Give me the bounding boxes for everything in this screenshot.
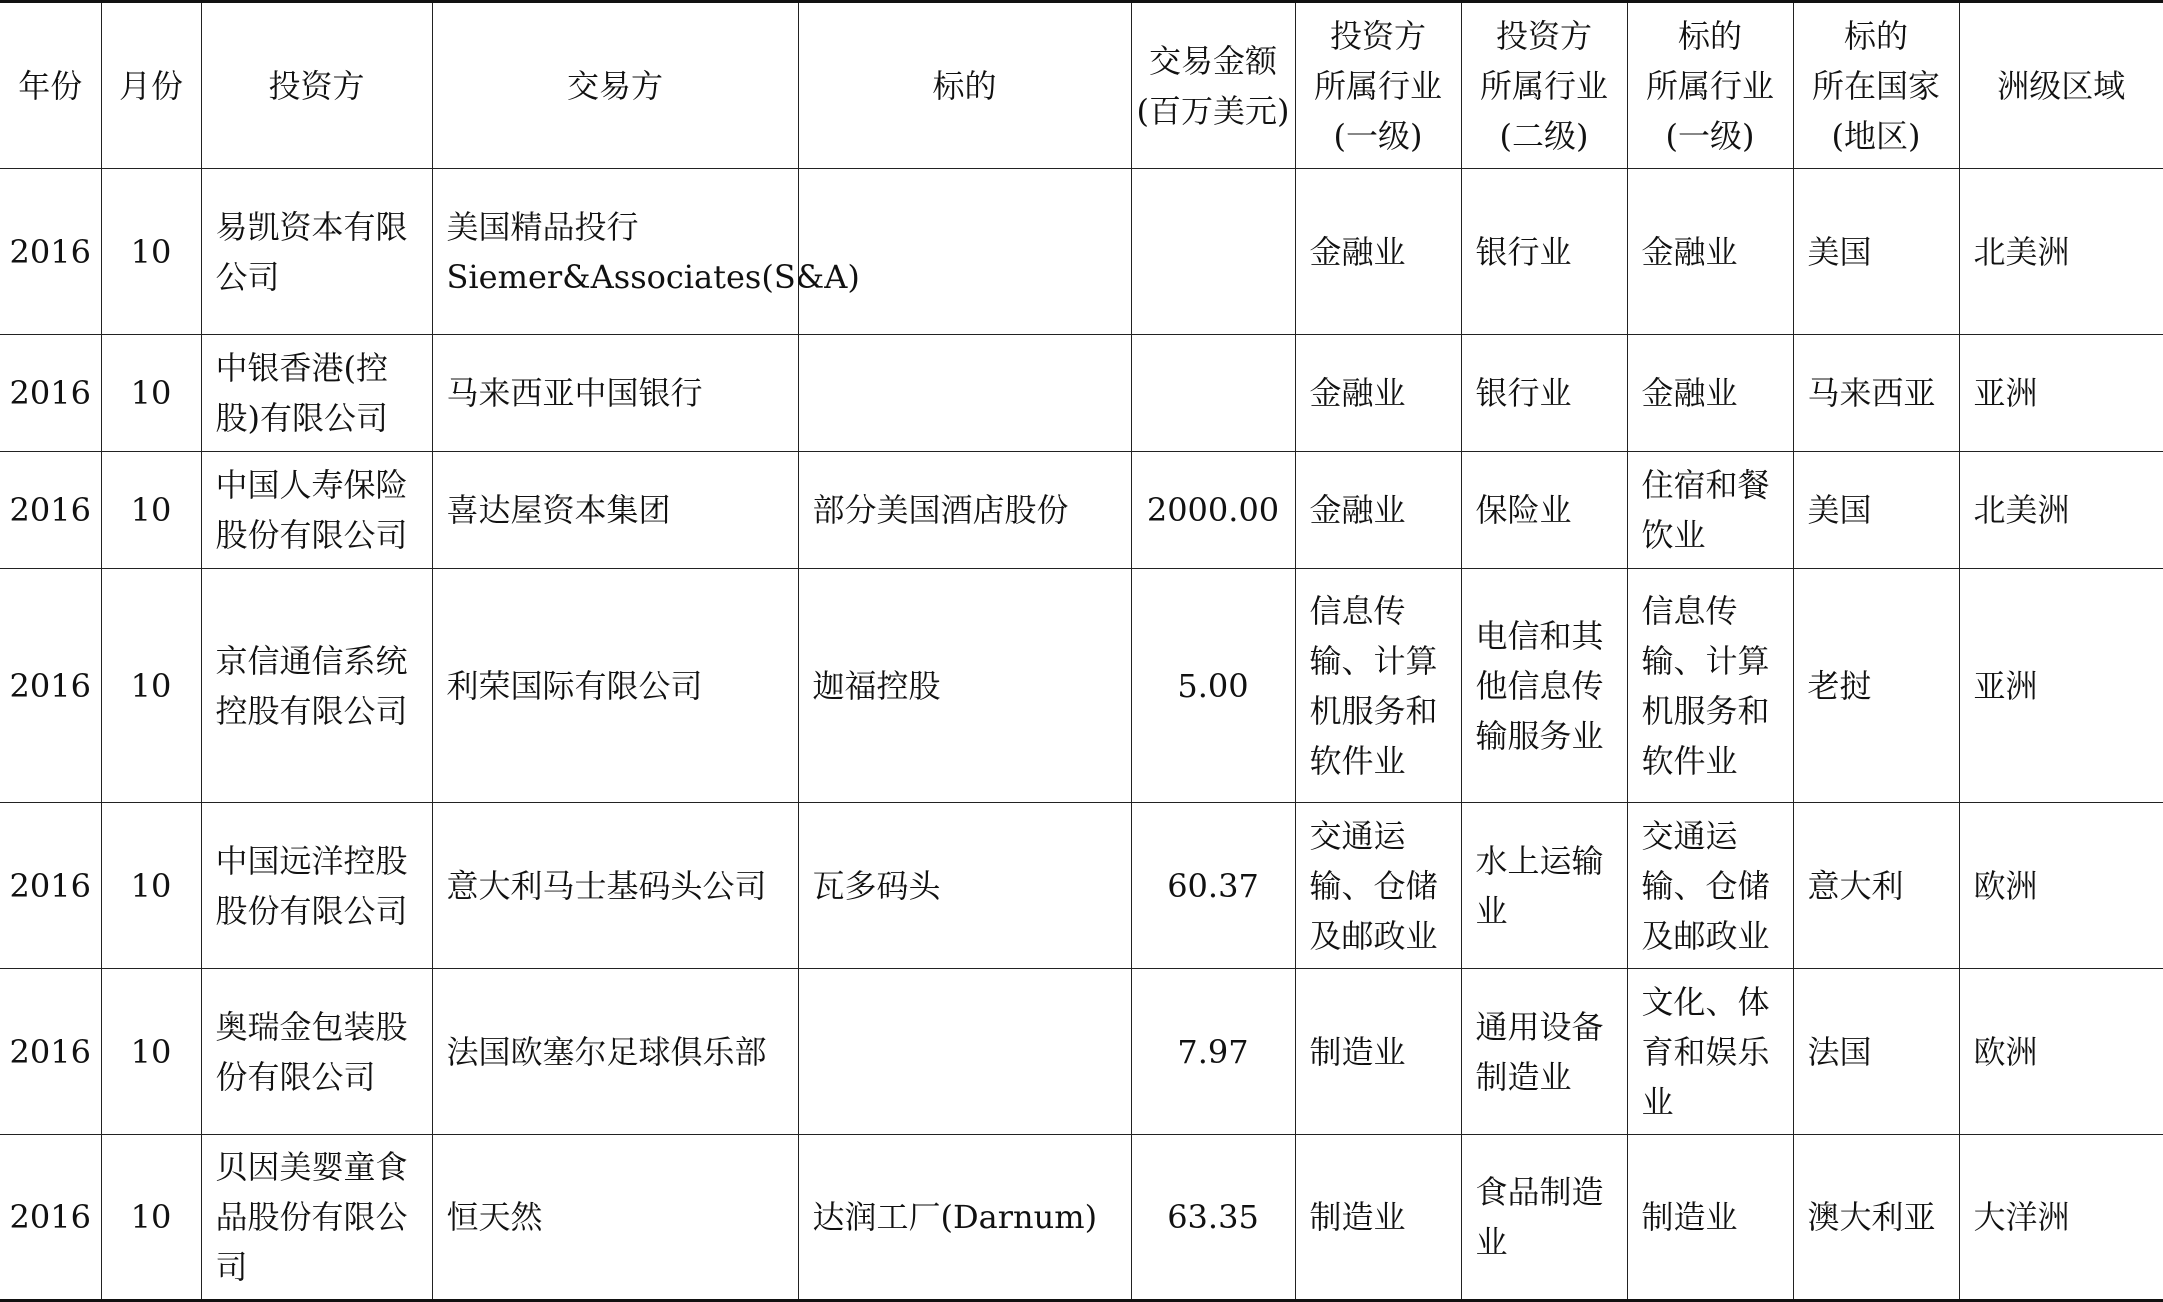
column-header-line: 标的 [1677, 16, 1742, 55]
cell-counterparty: 喜达屋资本集团 [432, 452, 798, 569]
table-row [0, 1135, 2163, 1301]
cell-year: 2016 [0, 569, 101, 803]
cell-region: 北美洲 [1959, 452, 2163, 569]
cell-target-country: 美国 [1793, 452, 1959, 569]
cell-target: 迦福控股 [798, 569, 1131, 803]
cell-investor: 奥瑞金包装股份有限公司 [201, 969, 432, 1135]
cell-counterparty: 意大利马士基码头公司 [432, 803, 798, 969]
cell-target: 部分美国酒店股份 [798, 452, 1131, 569]
table-body [0, 169, 2163, 1301]
cell-investor: 易凯资本有限公司 [201, 169, 432, 335]
column-header-line: 投资方 [268, 66, 365, 105]
cell-investor-industry-l1: 制造业 [1295, 969, 1461, 1135]
cell-target-country: 法国 [1793, 969, 1959, 1135]
cell-year: 2016 [0, 969, 101, 1135]
column-header-investor-industry-l1 [1295, 2, 1461, 169]
table-row [0, 335, 2163, 452]
cell-target-country: 澳大利亚 [1793, 1135, 1959, 1301]
column-header-line: 所属行业 [1479, 66, 1608, 105]
cell-target [798, 169, 1131, 335]
column-header-year [0, 2, 101, 169]
cell-year: 2016 [0, 335, 101, 452]
cell-amount: 2000.00 [1131, 452, 1295, 569]
column-header-month [101, 2, 201, 169]
table-header-row [0, 2, 2163, 169]
cell-investor-industry-l2: 银行业 [1461, 169, 1627, 335]
cell-amount [1131, 335, 1295, 452]
cell-month: 10 [101, 335, 201, 452]
cell-amount [1131, 169, 1295, 335]
cell-target-country: 美国 [1793, 169, 1959, 335]
cell-investor-industry-l1: 交通运输、仓储及邮政业 [1295, 803, 1461, 969]
cell-investor-industry-l1: 金融业 [1295, 169, 1461, 335]
cell-investor-industry-l2: 通用设备制造业 [1461, 969, 1627, 1135]
cell-target: 瓦多码头 [798, 803, 1131, 969]
cell-amount: 60.37 [1131, 803, 1295, 969]
cell-year: 2016 [0, 1135, 101, 1301]
column-header-line: 交易方 [566, 66, 663, 105]
cell-target-industry-l1: 金融业 [1627, 169, 1793, 335]
cell-target-country: 意大利 [1793, 803, 1959, 969]
cell-month: 10 [101, 169, 201, 335]
cell-year: 2016 [0, 803, 101, 969]
cell-region: 大洋洲 [1959, 1135, 2163, 1301]
table-row [0, 969, 2163, 1135]
cell-investor: 京信通信系统控股有限公司 [201, 569, 432, 803]
cell-counterparty: 恒天然 [432, 1135, 798, 1301]
cell-region: 北美洲 [1959, 169, 2163, 335]
cell-target-industry-l1: 文化、体育和娱乐业 [1627, 969, 1793, 1135]
column-header-target-industry-l1 [1627, 2, 1793, 169]
column-header-line: 所在国家 [1811, 66, 1940, 105]
column-header-amount [1131, 2, 1295, 169]
column-header-target [798, 2, 1131, 169]
cell-target-industry-l1: 信息传输、计算机服务和软件业 [1627, 569, 1793, 803]
column-header-line: 所属行业 [1313, 66, 1442, 105]
cell-month: 10 [101, 452, 201, 569]
column-header-line: (二级) [1499, 116, 1589, 155]
cell-target [798, 335, 1131, 452]
cell-investor: 中银香港(控股)有限公司 [201, 335, 432, 452]
column-header-line: (百万美元) [1136, 91, 1290, 130]
cell-target-industry-l1: 制造业 [1627, 1135, 1793, 1301]
cell-target: 达润工厂(Darnum) [798, 1135, 1131, 1301]
cell-counterparty: 美国精品投行Siemer&Associates(S&A) [432, 169, 798, 335]
cell-region: 亚洲 [1959, 335, 2163, 452]
cell-investor-industry-l1: 信息传输、计算机服务和软件业 [1295, 569, 1461, 803]
cell-region: 欧洲 [1959, 969, 2163, 1135]
cell-target-country: 马来西亚 [1793, 335, 1959, 452]
column-header-investor-industry-l2 [1461, 2, 1627, 169]
cell-month: 10 [101, 569, 201, 803]
column-header-line: 交易金额 [1148, 41, 1277, 80]
cell-region: 欧洲 [1959, 803, 2163, 969]
cell-target-industry-l1: 住宿和餐饮业 [1627, 452, 1793, 569]
cell-investor-industry-l2: 电信和其他信息传输服务业 [1461, 569, 1627, 803]
column-header-counterparty [432, 2, 798, 169]
column-header-line: 投资方 [1329, 16, 1426, 55]
cell-year: 2016 [0, 169, 101, 335]
cell-amount: 5.00 [1131, 569, 1295, 803]
cell-amount: 7.97 [1131, 969, 1295, 1135]
column-header-target-country [1793, 2, 1959, 169]
cell-investor: 中国远洋控股股份有限公司 [201, 803, 432, 969]
cell-region: 亚洲 [1959, 569, 2163, 803]
cell-investor: 贝因美婴童食品股份有限公司 [201, 1135, 432, 1301]
cell-investor-industry-l1: 金融业 [1295, 335, 1461, 452]
cell-counterparty: 法国欧塞尔足球俱乐部 [432, 969, 798, 1135]
cell-month: 10 [101, 803, 201, 969]
column-header-line: 标的 [932, 66, 997, 105]
table-row [0, 803, 2163, 969]
cell-investor-industry-l1: 制造业 [1295, 1135, 1461, 1301]
column-header-line: (地区) [1831, 116, 1921, 155]
table-row [0, 569, 2163, 803]
column-header-line: 标的 [1843, 16, 1908, 55]
cell-investor: 中国人寿保险股份有限公司 [201, 452, 432, 569]
column-header-investor [201, 2, 432, 169]
cell-investor-industry-l2: 银行业 [1461, 335, 1627, 452]
column-header-line: 月份 [118, 66, 183, 105]
cell-year: 2016 [0, 452, 101, 569]
cell-investor-industry-l2: 水上运输业 [1461, 803, 1627, 969]
column-header-line: 投资方 [1495, 16, 1592, 55]
column-header-line: 年份 [18, 66, 83, 105]
cell-investor-industry-l1: 金融业 [1295, 452, 1461, 569]
cell-target [798, 969, 1131, 1135]
column-header-line: (一级) [1333, 116, 1423, 155]
table-row [0, 452, 2163, 569]
cell-counterparty: 利荣国际有限公司 [432, 569, 798, 803]
column-header-line: 所属行业 [1645, 66, 1774, 105]
cell-counterparty: 马来西亚中国银行 [432, 335, 798, 452]
cell-investor-industry-l2: 食品制造业 [1461, 1135, 1627, 1301]
cell-month: 10 [101, 969, 201, 1135]
cell-investor-industry-l2: 保险业 [1461, 452, 1627, 569]
cell-target-industry-l1: 交通运输、仓储及邮政业 [1627, 803, 1793, 969]
cell-amount: 63.35 [1131, 1135, 1295, 1301]
column-header-line: 洲级区域 [1997, 66, 2126, 105]
column-header-line: (一级) [1665, 116, 1755, 155]
column-header-region [1959, 2, 2163, 169]
cell-target-industry-l1: 金融业 [1627, 335, 1793, 452]
cell-target-country: 老挝 [1793, 569, 1959, 803]
table-row [0, 169, 2163, 335]
cell-month: 10 [101, 1135, 201, 1301]
